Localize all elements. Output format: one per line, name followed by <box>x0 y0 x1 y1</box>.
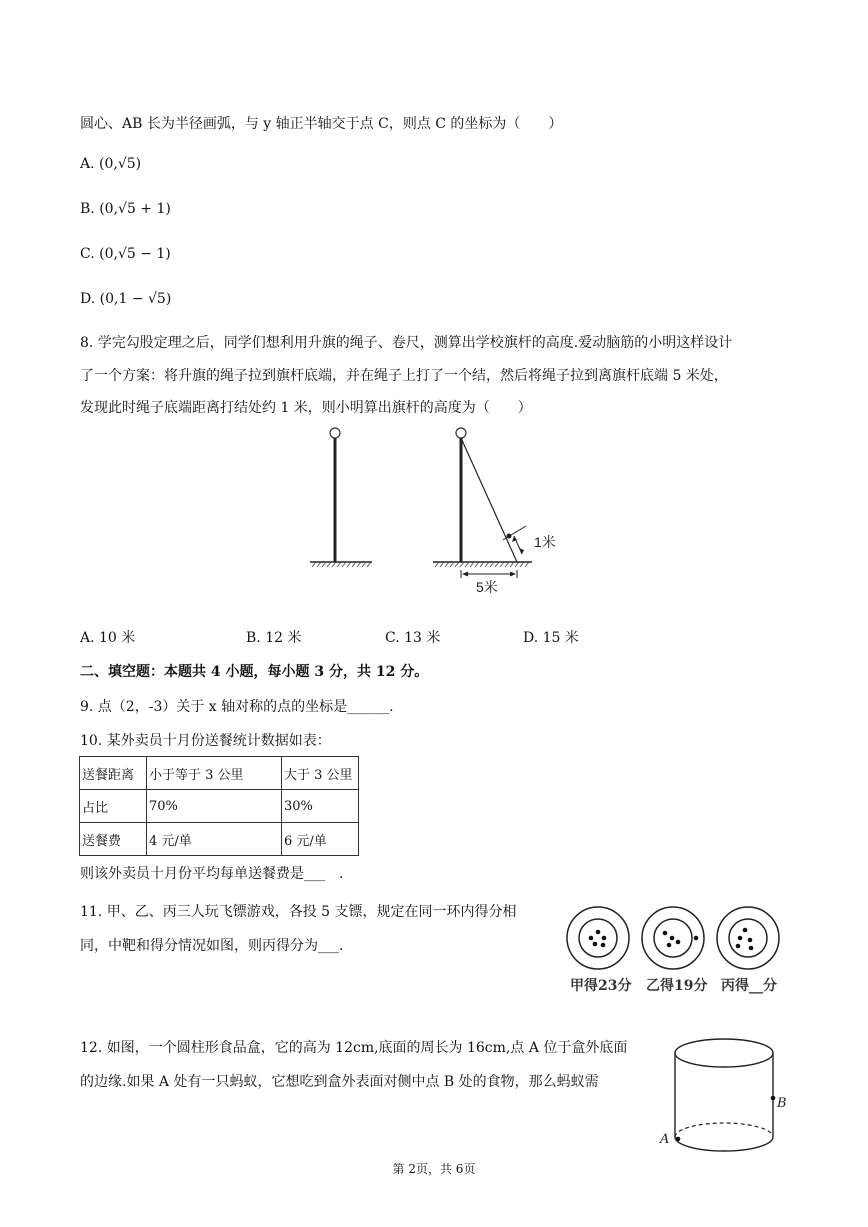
dartboard-bing <box>717 907 779 969</box>
q7-option-a: A. (0,√5) <box>80 156 142 172</box>
q8-line-2: 了一个方案：将升旗的绳子拉到旗杆底端，并在绳子上打了一个结，然后将绳子拉到离旗杆底端 5 米处， <box>80 368 728 384</box>
q12-line-1: 12. 如图，一个圆柱形食品盒，它的高为 12cm,底面的周长为 16cm,点 A 位于盒外底面 <box>80 1040 628 1056</box>
label-1m: 1米 <box>534 534 556 550</box>
table-row <box>80 757 359 790</box>
page-footer: 第 2页，共 6页 <box>392 1162 476 1176</box>
caption-jia: 甲得23分 <box>570 978 632 994</box>
table-row <box>80 823 359 856</box>
q12-line-2: 的边缘.如果 A 处有一只蚂蚁，它想吃到盒外表面对侧中点 B 处的食物，那么蚂蚁需 <box>80 1074 599 1090</box>
q7-option-d: D. (0,1 − √5) <box>80 291 172 307</box>
table-cell: 70% <box>147 790 282 823</box>
flagpole-left <box>310 428 372 567</box>
flagpole-figure <box>300 420 580 600</box>
dartboard-yi <box>642 907 704 969</box>
flagpole-right <box>433 428 556 595</box>
delivery-table <box>79 756 359 856</box>
q9-text: 9. 点（2，-3）关于 x 轴对称的点的坐标是______. <box>80 699 394 715</box>
q8-option-a: A. 10 米 <box>80 630 136 646</box>
dartboards-figure <box>560 900 800 1000</box>
cylinder-figure <box>650 1035 790 1155</box>
table-cell: 占比 <box>80 790 147 823</box>
table-cell: 送餐距离 <box>80 757 147 790</box>
caption-yi: 乙得19分 <box>646 978 708 994</box>
q8-line-1: 8. 学完勾股定理之后，同学们想利用升旗的绳子、卷尺，测算出学校旗杆的高度.爱动脑筋的小明这样设计 <box>80 335 733 351</box>
point-b <box>771 1096 776 1101</box>
q8-option-b: B. 12 米 <box>246 630 302 646</box>
table-cell: 6 元/单 <box>282 823 359 856</box>
rope <box>461 438 517 562</box>
caption-bing: 丙得__分 <box>721 978 777 994</box>
table-cell: 30% <box>282 790 359 823</box>
label-b: B <box>777 1096 787 1111</box>
table-cell: 小于等于 3 公里 <box>147 757 282 790</box>
q11-line-2: 同，中靶和得分情况如图，则丙得分为___. <box>80 938 344 954</box>
table-cell: 送餐费 <box>80 823 147 856</box>
q8-line-3: 发现此时绳子底端距离打结处约 1 米，则小明算出旗杆的高度为（ ） <box>80 400 532 416</box>
section-heading: 二、填空题：本题共 4 小题，每小题 3 分，共 12 分。 <box>80 664 429 680</box>
q8-option-c: C. 13 米 <box>385 630 441 646</box>
label-a: A <box>660 1132 670 1147</box>
table-cell: 4 元/单 <box>147 823 282 856</box>
label-5m: 5米 <box>476 579 498 595</box>
table-row <box>80 790 359 823</box>
table-cell: 大于 3 公里 <box>282 757 359 790</box>
q7-stem: 圆心、AB 长为半径画弧，与 y 轴正半轴交于点 C，则点 C 的坐标为（ ） <box>80 116 563 132</box>
point-a <box>676 1137 681 1142</box>
q10-intro: 10. 某外卖员十月份送餐统计数据如表： <box>80 733 331 749</box>
q7-option-c: C. (0,√5 − 1) <box>80 246 171 262</box>
q11-line-1: 11. 甲、乙、丙三人玩飞镖游戏，各投 5 支镖，规定在同一环内得分相 <box>80 904 517 920</box>
dartboard-jia <box>567 907 629 969</box>
q8-option-d: D. 15 米 <box>523 630 579 646</box>
q7-option-b: B. (0,√5 + 1) <box>80 201 171 217</box>
q10-question: 则该外卖员十月份平均每单送餐费是___ . <box>80 866 344 882</box>
